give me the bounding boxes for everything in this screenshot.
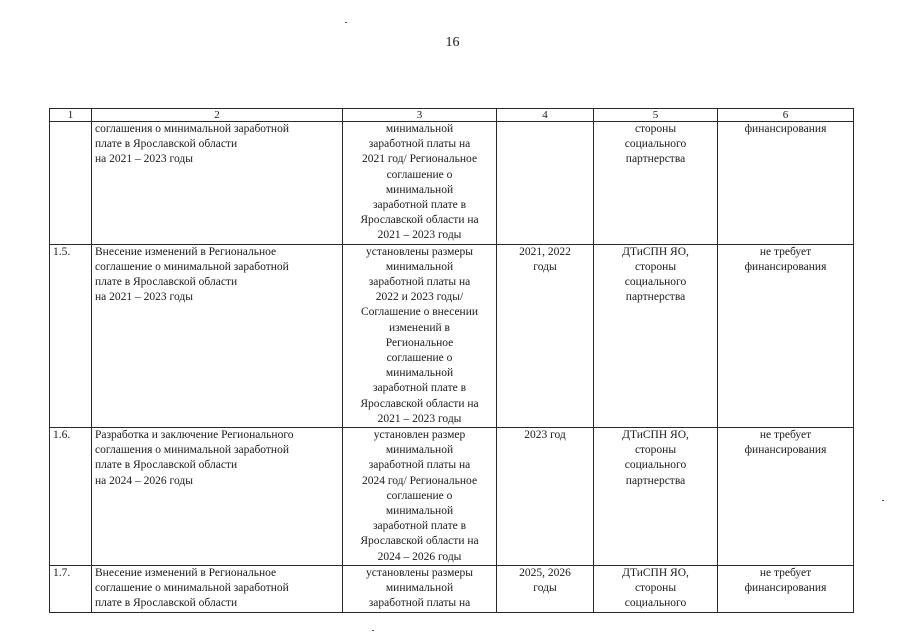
period-cell xyxy=(497,122,594,245)
row-number: 1.5. xyxy=(50,244,92,427)
activity-cell: Внесение изменений в Региональное соглашение о минимальной заработной плате в Ярославской области на 2021 – 2023 годы xyxy=(92,244,343,427)
scan-speck xyxy=(882,500,884,501)
scan-speck xyxy=(345,22,347,23)
financing-cell: не требует финансирования xyxy=(718,565,854,612)
period-cell: 2021, 2022 годы xyxy=(497,244,594,427)
financing-cell: не требует финансирования xyxy=(718,244,854,427)
table-row xyxy=(50,428,854,566)
activity-cell: Разработка и заключение Регионального соглашения о минимальной заработной плате в Ярославской области на 2024 – 2026 годы xyxy=(92,428,343,566)
activity-cell: Внесение изменений в Региональное соглашение о минимальной заработной плате в Ярославской области xyxy=(92,565,343,612)
column-header: 1 xyxy=(50,109,92,122)
page-number: 16 xyxy=(445,35,460,50)
result-cell: минимальной заработной платы на 2021 год/ Региональное соглашение о минимальной заработной плате в Ярославской области на 2021 – 2023 годы xyxy=(343,122,497,245)
executor-cell: ДТиСПН ЯО, стороны социального партнерства xyxy=(594,244,718,427)
result-cell: установлены размеры минимальной заработной платы на xyxy=(343,565,497,612)
column-header: 5 xyxy=(594,109,718,122)
column-header: 4 xyxy=(497,109,594,122)
plan-table xyxy=(49,108,854,613)
column-header: 6 xyxy=(718,109,854,122)
table-row xyxy=(50,244,854,427)
activity-cell: соглашения о минимальной заработной плате в Ярославской области на 2021 – 2023 годы xyxy=(92,122,343,245)
result-cell: установлен размер минимальной заработной платы на 2024 год/ Региональное соглашение о минимальной заработной плате в Ярославской области на 2024 – 2026 годы xyxy=(343,428,497,566)
row-number: 1.7. xyxy=(50,565,92,612)
financing-cell: финансирования xyxy=(718,122,854,245)
executor-cell: стороны социального партнерства xyxy=(594,122,718,245)
scan-speck xyxy=(372,630,374,631)
result-cell: установлены размеры минимальной заработной платы на 2022 и 2023 годы/ Соглашение о внесении изменений в Региональное соглашение о минимальной заработной плате в Ярославской области на 2021 – 2023 годы xyxy=(343,244,497,427)
column-header: 2 xyxy=(92,109,343,122)
period-cell: 2025, 2026 годы xyxy=(497,565,594,612)
table-header-row xyxy=(50,109,854,122)
table-row xyxy=(50,565,854,612)
executor-cell: ДТиСПН ЯО, стороны социального xyxy=(594,565,718,612)
row-number xyxy=(50,122,92,245)
executor-cell: ДТиСПН ЯО, стороны социального партнерства xyxy=(594,428,718,566)
period-cell: 2023 год xyxy=(497,428,594,566)
column-header: 3 xyxy=(343,109,497,122)
table-row xyxy=(50,122,854,245)
row-number: 1.6. xyxy=(50,428,92,566)
financing-cell: не требует финансирования xyxy=(718,428,854,566)
